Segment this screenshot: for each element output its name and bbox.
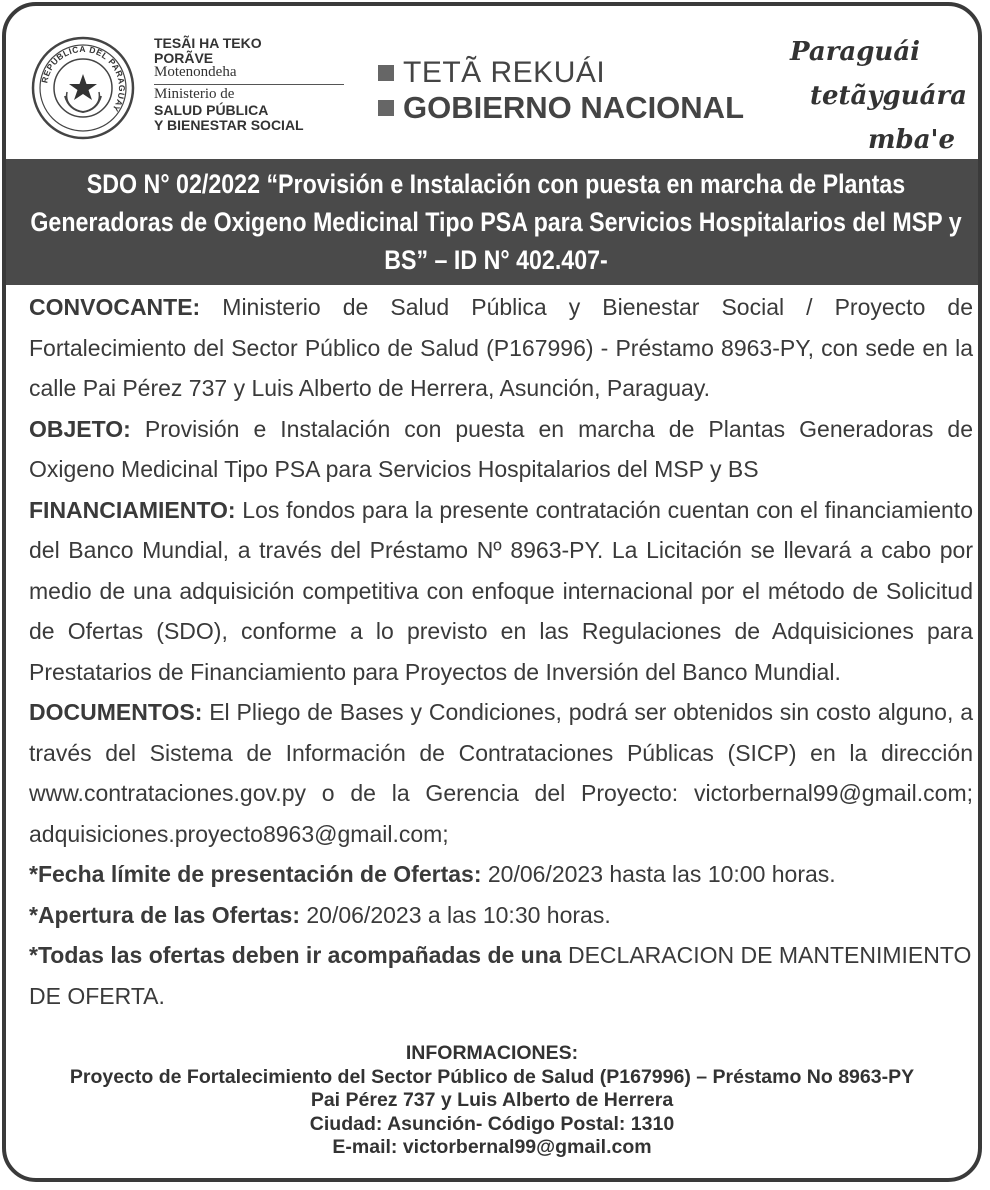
gov-line-1: TETÃ REKUÁI [403, 56, 606, 89]
ministry-line-3: Motenondeha [154, 64, 237, 81]
convocante-text: Ministerio de Salud Pública y Bienestar Social / Proyecto de Fortalecimiento del Sector Público de Salud (P167996) - Préstamo 8963-PY, con sede en la calle Pai Pérez 737 y Luis Alberto de Herrera, Asunción, Paraguay. [29, 294, 973, 401]
todas-text: DECLARACION DE MANTENIMIENTO DE OFERTA. [29, 942, 972, 1009]
ministry-line-5: SALUD PÚBLICA [154, 101, 269, 118]
government-logo [378, 56, 744, 126]
notice-title: SDO N° 02/2022 “Provisión e Instalación con puesta en marcha de Plantas Generadoras de Oxigeno Medicinal Tipo PSA para Servicios Hospitalarios del MSP y BS” – ID N° 402.407- [30, 169, 962, 275]
ministry-line-1: TESÃI HA TEKO [154, 35, 262, 51]
financiamiento-label: FINANCIAMIENTO: [29, 496, 236, 523]
slogan-line-3: mba'e [868, 125, 956, 155]
ministry-divider [154, 84, 344, 85]
info-line-4: E-mail: victorbernal99@gmail.com [332, 1136, 652, 1158]
info-line-2: Pai Pérez 737 y Luis Alberto de Herrera [310, 1089, 674, 1111]
convocante-paragraph [29, 287, 973, 409]
info-block [6, 1042, 978, 1160]
slogan [790, 30, 967, 162]
apertura-paragraph [29, 895, 973, 936]
todas-label: *Todas las ofertas deben ir acompañadas de una [29, 942, 562, 968]
gov-line-2: GOBIERNO NACIONAL [403, 90, 744, 125]
convocante-label: CONVOCANTE: [29, 294, 201, 320]
ministry-line-4: Ministerio de [154, 86, 235, 103]
financiamiento-paragraph [29, 490, 973, 693]
slogan-line-1: Paraguái [790, 37, 921, 67]
notice-frame [2, 2, 982, 1182]
financiamiento-text: Los fondos para la presente contratación cuentan con el financiamiento del Banco Mundial, a través del Préstamo Nº 8963-PY. La Licitación se llevará a cabo por medio de una adquisición competitiva con enfoque internacional por el método de Solicitud de Ofertas (SDO), conforme a lo previsto en las Regulaciones de Adquisiciones para Prestatarios de Financiamiento para Proyectos de Inversión del Banco Mundial. [29, 496, 973, 685]
info-heading: INFORMACIONES: [405, 1042, 579, 1064]
title-band [6, 159, 978, 285]
documentos-text: El Pliego de Bases y Condiciones, podrá ser obtenidos sin costo alguno, a través del Sistema de Información de Contrataciones Públicas (SICP) en la dirección www.contrataciones.gov.py o de la Gerencia del Proyecto: victorbernal99@gmail.com; adquisiciones.proyecto8963@gmail.com; [29, 699, 973, 847]
fecha-label: *Fecha límite de presentación de Ofertas: [29, 861, 482, 887]
fecha-text: 20/06/2023 hasta las 10:00 horas. [481, 861, 836, 887]
notice-body [29, 287, 973, 1016]
ministry-logo-text [154, 36, 354, 132]
objeto-label: OBJETO: [29, 415, 131, 442]
square-bullet-icon [378, 65, 394, 81]
national-seal-icon [31, 36, 135, 140]
square-bullet-icon [378, 100, 394, 116]
ministry-line-6: Y BIENESTAR SOCIAL [154, 116, 304, 133]
documentos-paragraph [29, 692, 973, 854]
objeto-text: Provisión e Instalación con puesta en marcha de Plantas Generadoras de Oxigeno Medicinal Tipo PSA para Servicios Hospitalarios del MSP y BS [29, 415, 973, 482]
objeto-paragraph [29, 409, 973, 490]
documentos-label: DOCUMENTOS: [29, 699, 203, 725]
info-line-3: Ciudad: Asunción- Código Postal: 1310 [309, 1112, 675, 1135]
info-line-1: Proyecto de Fortalecimiento del Sector Público de Salud (P167996) – Préstamo No 8963-PY [69, 1065, 915, 1088]
ministry-line-2: PORÃVE [154, 49, 214, 66]
slogan-line-2: tetãyguára [810, 81, 967, 111]
apertura-label: *Apertura de las Ofertas: [29, 901, 300, 928]
todas-paragraph [29, 935, 973, 1016]
apertura-text: 20/06/2023 a las 10:30 horas. [299, 901, 611, 928]
seal-text: REPÚBLICA DEL PARAGUAY [39, 43, 128, 114]
fecha-paragraph [29, 854, 973, 895]
